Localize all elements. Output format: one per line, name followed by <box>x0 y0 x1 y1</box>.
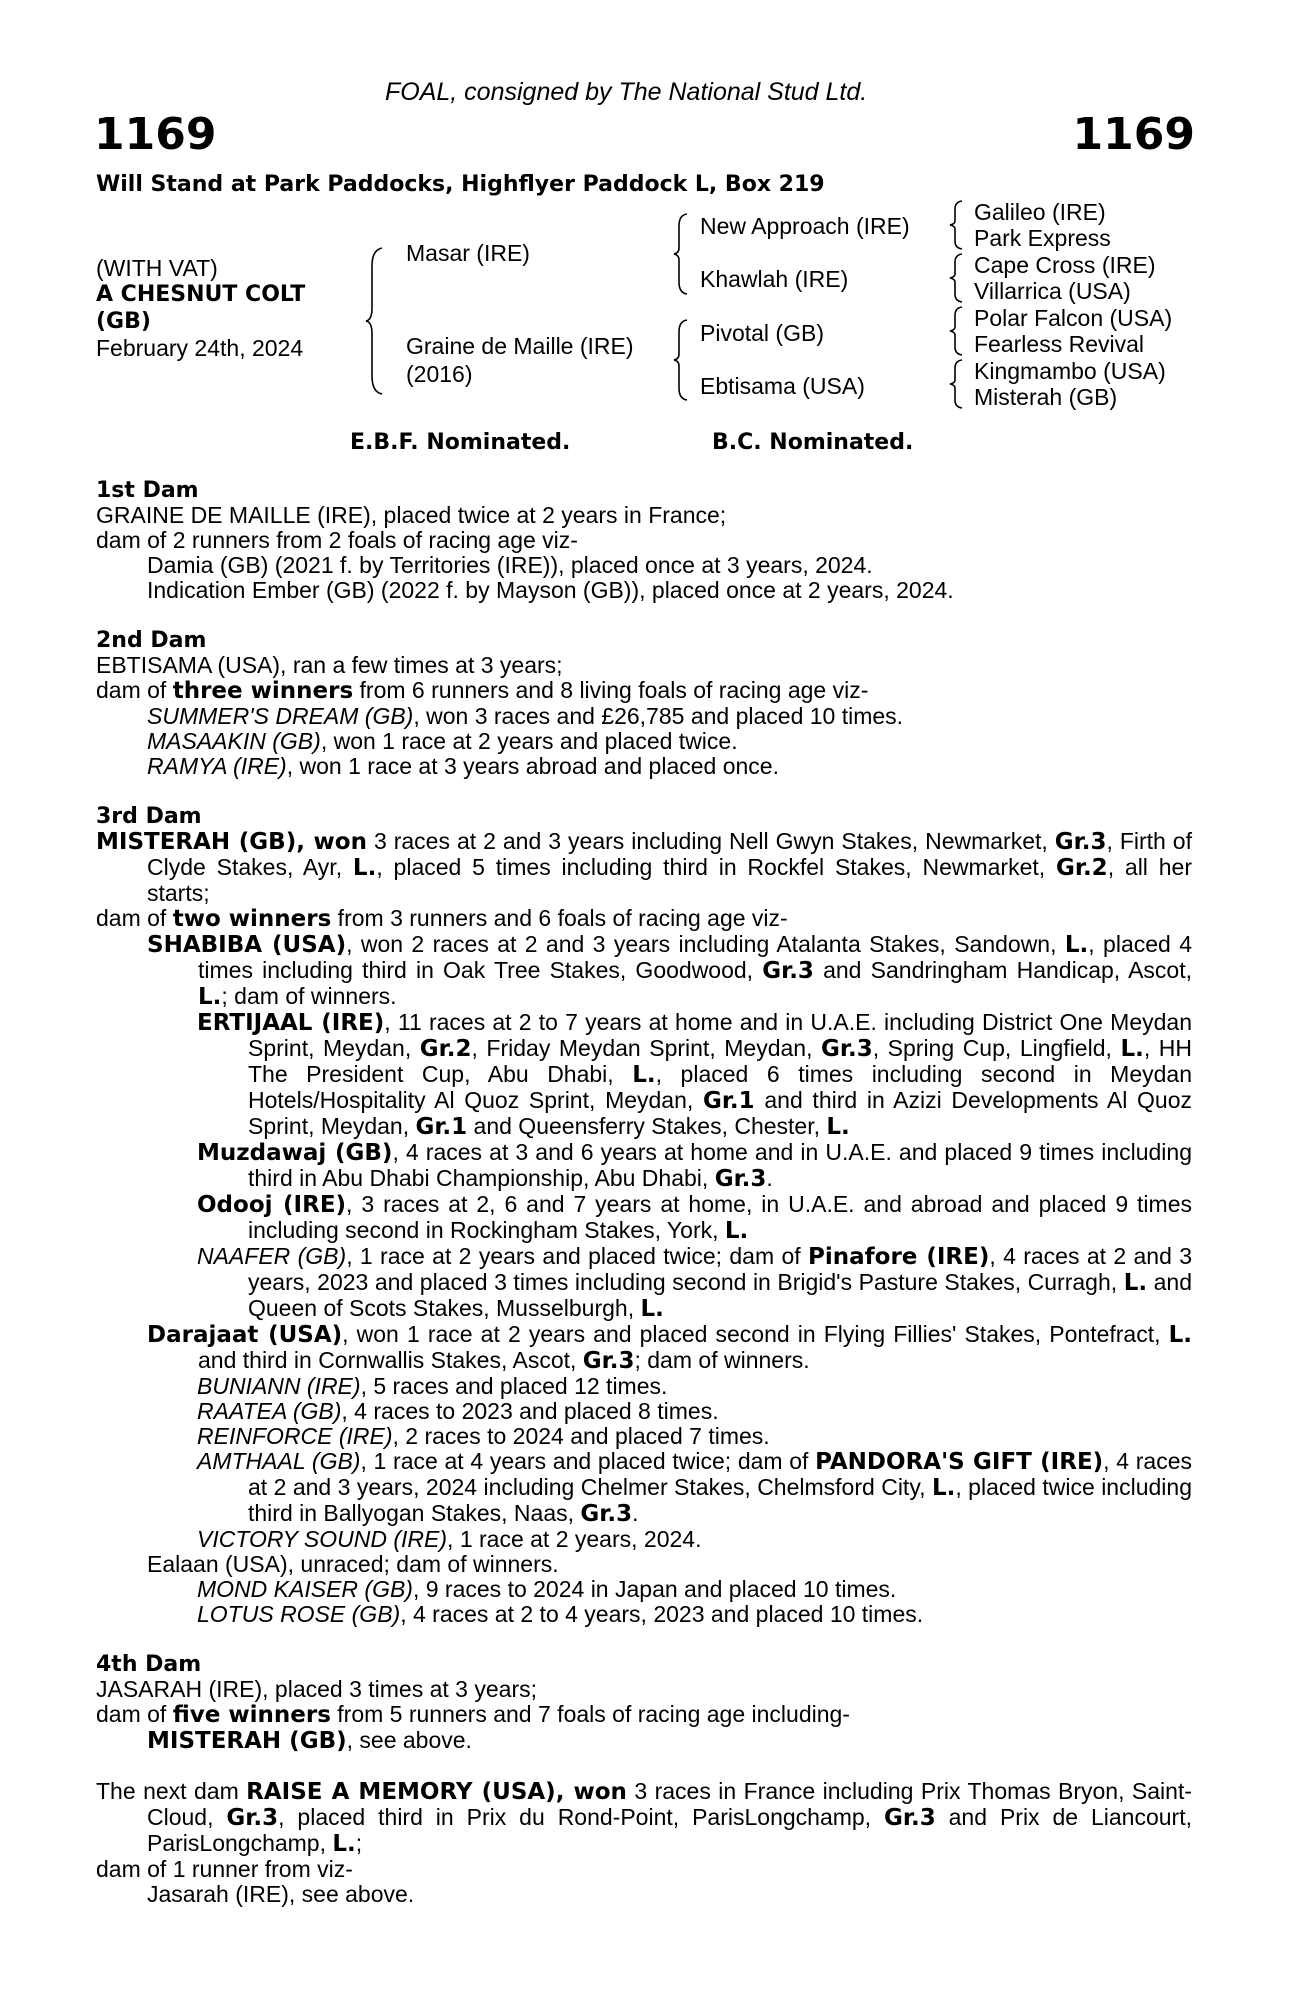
produce-item: RAATEA (GB), 4 races to 2023 and placed 8 times. <box>197 1398 719 1424</box>
produce-item: Odooj (IRE), 3 races at 2, 6 and 7 years at home, in U.A.E. and abroad and placed 9 times including second in Rockingham Stakes, York, L. <box>197 1191 1192 1244</box>
produce-item: ERTIJAAL (IRE), 11 races at 2 to 7 years at home and in U.A.E. including District One Meydan Sprint, Meydan, Gr.2, Friday Meydan Sprint, Meydan, Gr.3, Spring Cup, Lingfield, L., HH The President Cup, Abu Dhabi, L., placed 6 times including second in Meydan Hotels/Hospitality Al Quoz Sprint, Meydan, Gr.1 and third in Azizi Developments Al Quoz Sprint, Meydan, Gr.1 and Queensferry Stakes, Chester, L. <box>197 1009 1193 1140</box>
lot-number-right: 1169 <box>1072 109 1195 160</box>
ped-dss: Polar Falcon (USA) <box>974 305 1173 331</box>
pedigree-brace-dam <box>672 318 690 402</box>
ped-ddd: Misterah (GB) <box>974 384 1118 410</box>
third-dam-heading: 3rd Dam <box>96 804 202 829</box>
pedigree-brace-3a <box>948 199 964 251</box>
next-dam-line: The next dam RAISE A MEMORY (USA), won 3 races in France including Prix Thomas Bryon, Saint-Cloud, Gr.3, placed third in Prix du Rond-Point, ParisLongchamp, Gr.3 and Prix de Liancourt, ParisLongchamp, L.; <box>96 1778 1193 1857</box>
foal-country: (GB) <box>96 309 151 334</box>
fourth-dam-produce-intro: dam of five winners from 5 runners and 7 foals of racing age including- <box>96 1701 850 1728</box>
pedigree-brace-3c <box>948 305 964 357</box>
sire-name: Masar (IRE) <box>406 240 530 266</box>
dam-dam: Ebtisama (USA) <box>700 373 865 399</box>
catalogue-body <box>96 478 1192 1907</box>
ped-sss: Galileo (IRE) <box>974 199 1106 225</box>
produce-item: VICTORY SOUND (IRE), 1 race at 2 years, 2024. <box>197 1526 702 1552</box>
next-dam-produce-intro: dam of 1 runner from viz- <box>96 1856 353 1882</box>
produce-item: NAAFER (GB), 1 race at 2 years and placed twice; dam of Pinafore (IRE), 4 races at 2 and 3 years, 2023 and placed 3 times including second in Brigid's Pasture Stakes, Curragh, L. and Queen of Scots Stakes, Musselburgh, L. <box>197 1243 1193 1322</box>
consignor-line: FOAL, consigned by The National Stud Ltd. <box>385 78 868 106</box>
produce-item: Damia (GB) (2021 f. by Territories (IRE)), placed once at 3 years, 2024. <box>147 552 873 578</box>
produce-item: RAMYA (IRE), won 1 race at 3 years abroad and placed once. <box>147 753 779 779</box>
produce-item: LOTUS ROSE (GB), 4 races at 2 to 4 years, 2023 and placed 10 times. <box>197 1601 924 1627</box>
second-dam-line: EBTISAMA (USA), ran a few times at 3 years; <box>96 652 563 678</box>
first-dam-heading: 1st Dam <box>96 478 199 503</box>
second-dam-heading: 2nd Dam <box>96 628 207 653</box>
pedigree-brace-sire <box>672 212 690 296</box>
produce-item: MOND KAISER (GB), 9 races to 2024 in Japan and placed 10 times. <box>197 1576 897 1602</box>
produce-item: MISTERAH (GB), see above. <box>147 1727 472 1754</box>
produce-item: SHABIBA (USA), won 2 races at 2 and 3 years including Atalanta Stakes, Sandown, L., placed 4 times including third in Oak Tree Stakes, Goodwood, Gr.3 and Sandringham Handicap, Ascot, L.; dam of winners. <box>147 931 1192 1010</box>
produce-item: Ealaan (USA), unraced; dam of winners. <box>147 1551 559 1577</box>
third-dam-produce-intro: dam of two winners from 3 runners and 6 foals of racing age viz- <box>96 905 788 932</box>
produce-item: BUNIANN (IRE), 5 races and placed 12 times. <box>197 1373 668 1399</box>
fourth-dam-line: JASARAH (IRE), placed 3 times at 3 years; <box>96 1676 537 1702</box>
pedigree-brace-main <box>364 246 386 396</box>
produce-item: AMTHAAL (GB), 1 race at 4 years and placed twice; dam of PANDORA'S GIFT (IRE), 4 races at 2 and 3 years, 2024 including Chelmer Stakes, Chelmsford City, L., placed twice including third in Ballyogan Stakes, Naas, Gr.3. <box>197 1448 1192 1527</box>
second-dam-produce-intro: dam of three winners from 6 runners and 8 living foals of racing age viz- <box>96 677 869 704</box>
vat-note: (WITH VAT) <box>96 255 218 281</box>
produce-item: Darajaat (USA), won 1 race at 2 years and placed second in Flying Fillies' Stakes, Pontefract, L. and third in Cornwallis Stakes, Ascot, Gr.3; dam of winners. <box>147 1321 1192 1374</box>
bc-nominated: B.C. Nominated. <box>712 430 914 455</box>
ped-ssd: Park Express <box>974 225 1111 251</box>
first-dam-produce-intro: dam of 2 runners from 2 foals of racing age viz- <box>96 527 578 553</box>
pedigree-brace-3d <box>948 358 964 410</box>
dam-sire: Pivotal (GB) <box>700 320 824 346</box>
produce-item: Indication Ember (GB) (2022 f. by Mayson (GB)), placed once at 2 years, 2024. <box>147 577 954 603</box>
foal-name: A CHESNUT COLT <box>96 282 306 307</box>
produce-item: Jasarah (IRE), see above. <box>147 1881 415 1907</box>
ped-dds: Kingmambo (USA) <box>974 358 1166 384</box>
dam-year: (2016) <box>406 361 473 387</box>
dam-name: Graine de Maille (IRE) <box>406 333 634 359</box>
produce-item: REINFORCE (IRE), 2 races to 2024 and placed 7 times. <box>197 1423 770 1449</box>
stand-location: Will Stand at Park Paddocks, Highflyer Paddock L, Box 219 <box>96 172 825 197</box>
foal-dob: February 24th, 2024 <box>96 335 304 361</box>
produce-item: Muzdawaj (GB), 4 races at 3 and 6 years at home and in U.A.E. and placed 9 times including third in Abu Dhabi Championship, Abu Dhabi, Gr.3. <box>197 1139 1192 1192</box>
ebf-nominated: E.B.F. Nominated. <box>350 430 571 455</box>
produce-item: MASAAKIN (GB), won 1 race at 2 years and placed twice. <box>147 728 738 754</box>
sire-sire: New Approach (IRE) <box>700 213 910 239</box>
ped-sdd: Villarrica (USA) <box>974 278 1131 304</box>
ped-sds: Cape Cross (IRE) <box>974 252 1156 278</box>
third-dam-line: MISTERAH (GB), won 3 races at 2 and 3 years including Nell Gwyn Stakes, Newmarket, Gr.3, Firth of Clyde Stakes, Ayr, L., placed 5 times including third in Rockfel Stakes, Newmarket, Gr.2, all her starts; <box>96 828 1192 906</box>
produce-item: SUMMER'S DREAM (GB), won 3 races and £26,785 and placed 10 times. <box>147 703 904 729</box>
sire-dam: Khawlah (IRE) <box>700 266 849 292</box>
lot-number-left: 1169 <box>94 109 217 160</box>
pedigree-brace-3b <box>948 252 964 304</box>
fourth-dam-heading: 4th Dam <box>96 1652 202 1677</box>
first-dam-line: GRAINE DE MAILLE (IRE), placed twice at 2 years in France; <box>96 502 727 528</box>
ped-dsd: Fearless Revival <box>974 331 1144 357</box>
